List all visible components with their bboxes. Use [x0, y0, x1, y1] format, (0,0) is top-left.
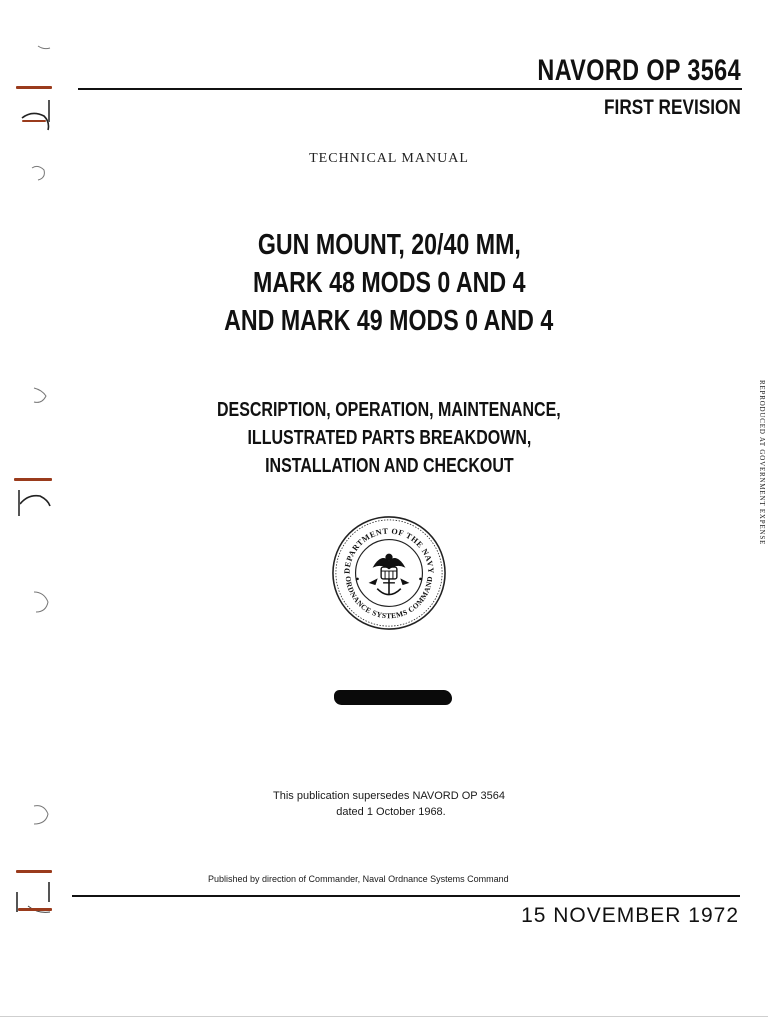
manual-type-heading: TECHNICAL MANUAL [309, 151, 469, 166]
supersedes-line: dated 1 October 1968. [336, 806, 446, 818]
subtitle [0, 396, 768, 480]
document-number: NAVORD OP 3564 [537, 54, 741, 87]
top-rule [78, 88, 742, 90]
redaction-bar [334, 690, 452, 705]
publication-date: 15 NOVEMBER 1972 [521, 904, 739, 927]
supersedes-line: This publication supersedes NAVORD OP 3564 [273, 790, 505, 802]
reproduction-stamp: REPRODUCED AT GOVERNMENT EXPENSE [758, 380, 766, 546]
title-line: AND MARK 49 MODS 0 AND 4 [224, 305, 554, 337]
published-by-note: Published by direction of Commander, Naval Ordnance Systems Command [208, 874, 509, 884]
svg-text:DEPARTMENT OF THE NAVY: DEPARTMENT OF THE NAVY [342, 526, 436, 575]
title-line: GUN MOUNT, 20/40 MM, [257, 229, 521, 261]
supersedes-notice [0, 788, 768, 820]
revision-label: FIRST REVISION [604, 96, 741, 119]
subtitle-line: INSTALLATION AND CHECKOUT [264, 455, 514, 477]
subtitle-line: ILLUSTRATED PARTS BREAKDOWN, [247, 427, 531, 449]
bottom-rule [72, 895, 740, 897]
title-line: MARK 48 MODS 0 AND 4 [252, 267, 526, 299]
page-edge [0, 1016, 768, 1017]
main-title [0, 226, 768, 340]
subtitle-line: DESCRIPTION, OPERATION, MAINTENANCE, [217, 399, 561, 421]
navy-ordnance-seal [330, 514, 448, 632]
svg-text:ORDNANCE SYSTEMS COMMAND: ORDNANCE SYSTEMS COMMAND [343, 575, 435, 621]
